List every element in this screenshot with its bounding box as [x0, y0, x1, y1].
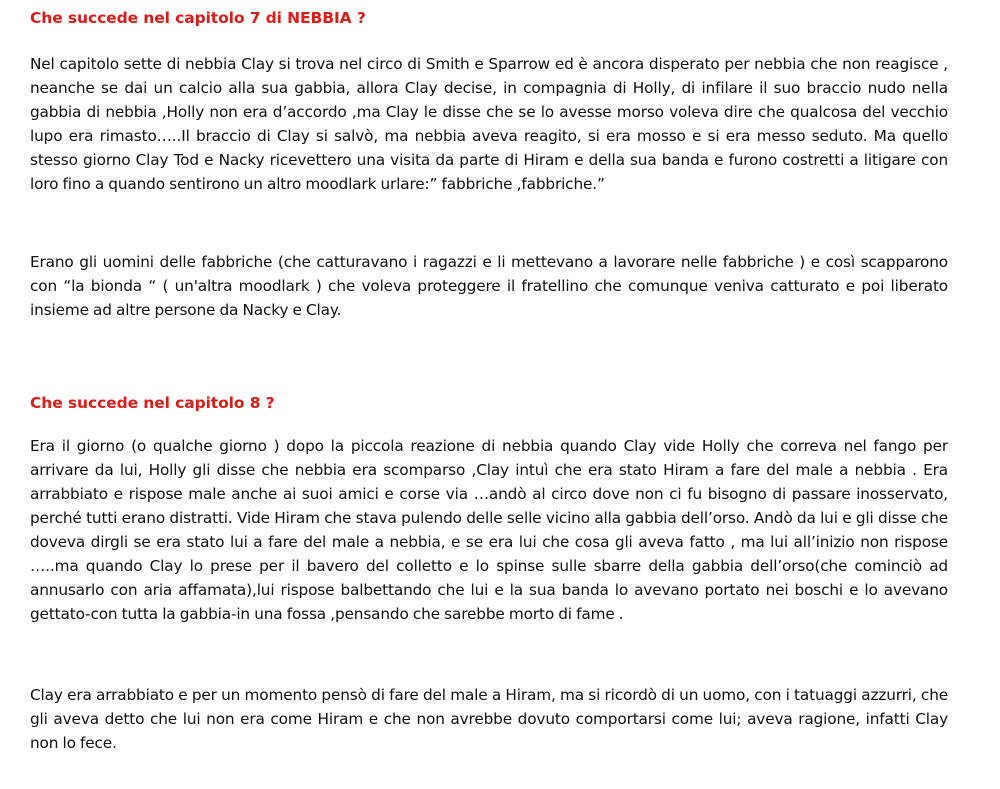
chapter-7-paragraph-2: Erano gli uomini delle fabbriche (che catturavano i ragazzi e li mettevano a lavorare nelle fabbriche ) e così scapparono con “la bionda “ ( un'altra moodlark ) che voleva proteggere il fratellino che comunque veniva catturato e poi liberato insieme ad altre persone da Nacky e Clay. — [30, 253, 948, 319]
chapter-8-paragraph-1: Era il giorno (o qualche giorno ) dopo la piccola reazione di nebbia quando Clay vide Holly che correva nel fango per arrivare da lui, Holly gli disse che nebbia era scomparso ,Clay intuì che era stato Hiram a fare del male a nebbia . Era arrabbiato e rispose male anche ai suoi amici e corse via …andò al circo dove non ci fu bisogno di passare inosservato, perché tutti erano distratti. Vide Hiram che stava pulendo delle selle vicino alla gabbia dell’orso. Andò da lui e gli disse che doveva dirgli se era stato lui a fare del male a nebbia, e se era lui che cosa gli aveva fatto , ma lui all’inizio non rispose …..ma quando Clay lo prese per il bavero del colletto e lo spinse sulle sbarre della gabbia dell’orso(che cominciò ad annusarlo con aria affamata),lui rispose balbettando che lui e la sua banda lo avevano portato nei boschi e lo avevano gettato-con tutta la gabbia-in una fossa ,pensando che sarebbe morto di fame . — [30, 437, 948, 623]
chapter-7-heading: Che succede nel capitolo 7 di NEBBIA ? — [30, 9, 366, 27]
chapter-8-paragraph-2: Clay era arrabbiato e per un momento pensò di fare del male a Hiram, ma si ricordò di un uomo, con i tatuaggi azzurri, che gli aveva detto che lui non era come Hiram e che non avrebbe dovuto comportarsi come lui; aveva ragione, infatti Clay non lo fece. — [30, 686, 948, 752]
chapter-8-heading: Che succede nel capitolo 8 ? — [30, 394, 275, 412]
chapter-7-paragraph-1: Nel capitolo sette di nebbia Clay si trova nel circo di Smith e Sparrow ed è ancora disperato per nebbia che non reagisce , neanche se dai un calcio alla sua gabbia, allora Clay decise, in compagnia di Holly, di infilare il suo braccio nudo nella gabbia di nebbia ,Holly non era d’accordo ,ma Clay le disse che se lo avesse morso voleva dire che qualcosa del vecchio lupo era rimasto…..Il braccio di Clay si salvò, ma nebbia aveva reagito, si era mosso e si era messo seduto. Ma quello stesso giorno Clay Tod e Nacky ricevettero una visita da parte di Hiram e della sua banda e furono costretti a litigare con loro fino a quando sentirono un altro moodlark urlare:” fabbriche ,fabbriche.” — [30, 55, 948, 193]
